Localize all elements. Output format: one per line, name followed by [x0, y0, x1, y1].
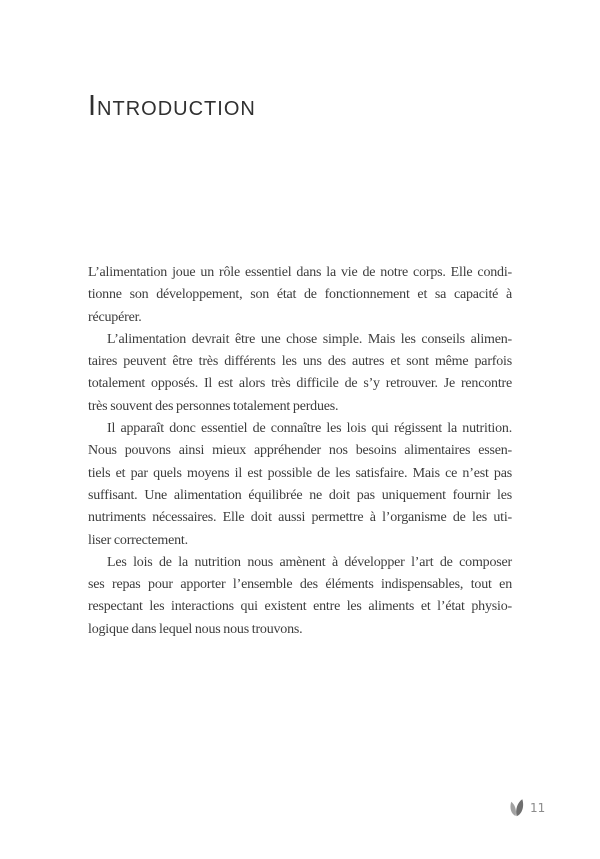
text-line: totalement opposés. Il est alors très difficile de s’y retrouver. Je rencontre: [88, 376, 512, 392]
text-line: Nous pouvons ainsi mieux appréhender nos besoins alimentaires essen-: [88, 443, 512, 459]
text-line: tiels et par quels moyens il est possible de les satisfaire. Mais ce n’est pas: [88, 465, 512, 481]
text-line: ses repas pour apporter l’ensemble des éléments indispensables, tout en: [88, 577, 512, 593]
text-line: récupérer.: [88, 309, 142, 325]
paragraph: [88, 329, 512, 418]
text-line: suffisant. Une alimentation équilibrée ne doit pas uniquement fournir les: [88, 487, 512, 503]
text-line: L’alimentation joue un rôle essentiel dans la vie de notre corps. Elle condi-: [88, 265, 512, 280]
body-text: [88, 262, 512, 641]
text-line: tionne son développement, son état de fonctionnement et sa capacité à: [88, 287, 512, 303]
paragraph: [88, 552, 512, 641]
paragraph: [88, 262, 512, 329]
text-line: liser correctement.: [88, 532, 188, 548]
text-line: L’alimentation devrait être une chose simple. Mais les conseils alimen-: [107, 331, 512, 347]
page-footer: [508, 798, 545, 817]
text-line: logique dans lequel nous nous trouvons.: [88, 621, 303, 637]
text-line: Les lois de la nutrition nous amènent à développer l’art de composer: [107, 554, 512, 570]
paragraph: [88, 418, 512, 552]
page-number: 11: [530, 800, 546, 815]
text-line: respectant les interactions qui existent entre les aliments et l’état physio-: [88, 599, 512, 615]
text-line: Il apparaît donc essentiel de connaître les lois qui régissent la nutrition.: [107, 421, 512, 437]
text-line: nutriments nécessaires. Elle doit aussi permettre à l’organisme de les uti-: [88, 510, 512, 526]
leaf-logo-icon: [508, 798, 525, 817]
chapter-title: Introduction: [88, 90, 256, 122]
text-line: très souvent des personnes totalement perdues.: [88, 398, 339, 414]
text-line: taires peuvent être très différents les uns des autres et sont même parfois: [88, 354, 512, 370]
